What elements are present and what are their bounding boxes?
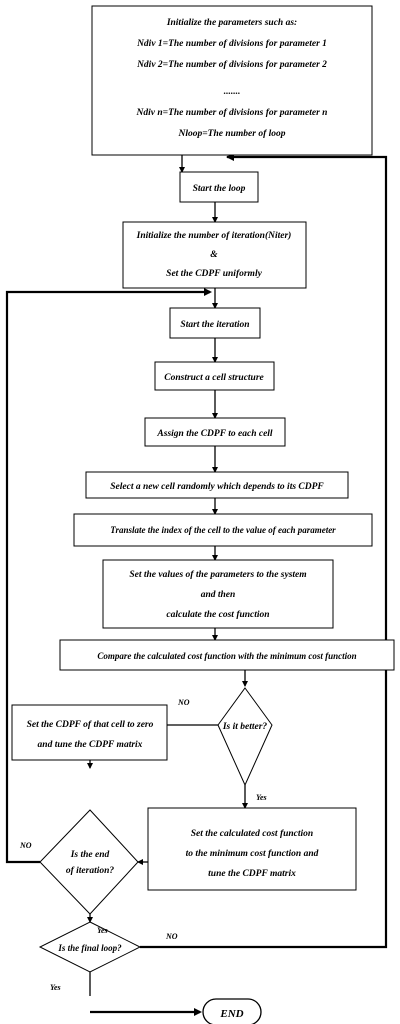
set-values-box — [103, 560, 333, 628]
translate-index-label: Translate the index of the cell to the value of each parameter — [110, 525, 336, 535]
select-cell-box — [86, 472, 348, 498]
assign-cdpf-label: Assign the CDPF to each cell — [157, 429, 273, 439]
init-params-line: Ndiv n=The number of divisions for parameter n — [136, 108, 328, 118]
assign-cdpf-box — [145, 418, 285, 446]
init-params-line: ....... — [223, 87, 241, 97]
yes-label: Yes — [50, 983, 61, 992]
end-terminator — [203, 999, 261, 1024]
set-zero-box — [12, 705, 167, 760]
set-min-line: Set the calculated cost function — [190, 829, 314, 839]
init-iter-line: & — [210, 250, 218, 260]
construct-cell-label: Construct a cell structure — [164, 373, 264, 383]
init-iter-box — [123, 222, 306, 288]
init-params-line: Ndiv 1=The number of divisions for parameter 1 — [137, 39, 327, 49]
no-label: NO — [20, 841, 32, 850]
init-params-line: Nloop=The number of loop — [178, 129, 286, 139]
compare-label: Compare the calculated cost function with the minimum cost function — [97, 651, 357, 661]
set-values-line: calculate the cost function — [166, 610, 270, 620]
set-min-line: tune the CDPF matrix — [208, 869, 296, 879]
start-iter-box — [170, 308, 260, 338]
is-end-iter-decision — [40, 810, 138, 914]
no-label: NO — [166, 932, 178, 941]
start-iter-label: Start the iteration — [180, 320, 250, 330]
set-zero-line: and tune the CDPF matrix — [37, 740, 143, 750]
arrowhead — [87, 763, 93, 769]
start-loop-box — [180, 172, 258, 202]
compare-box — [60, 640, 394, 670]
is-final-loop-label: Is the final loop? — [58, 943, 122, 953]
construct-cell-box — [155, 362, 274, 390]
set-zero-line: Set the CDPF of that cell to zero — [26, 720, 154, 730]
translate-index-box — [74, 514, 372, 546]
end-label: END — [220, 1008, 244, 1020]
set-values-line: and then — [200, 590, 236, 600]
arrowhead — [194, 1008, 202, 1016]
is-final-loop-decision — [40, 922, 140, 972]
init-params-line: Ndiv 2=The number of divisions for parameter 2 — [137, 60, 327, 70]
start-loop-label: Start the loop — [192, 184, 246, 194]
is-end-iter-line: Is the end — [70, 850, 110, 860]
init-params-line: Initialize the parameters such as: — [166, 18, 298, 28]
init-params-box — [92, 6, 372, 155]
yes-label: Yes — [97, 926, 108, 935]
is-better-decision — [218, 688, 272, 785]
is-better-label: Is it better? — [222, 722, 268, 732]
set-min-line: to the minimum cost function and — [185, 849, 319, 859]
no-label: NO — [178, 698, 190, 707]
init-iter-line: Set the CDPF uniformly — [166, 269, 262, 279]
is-end-iter-line: of iteration? — [65, 866, 115, 876]
set-values-line: Set the values of the parameters to the system — [129, 570, 307, 580]
arrowhead — [242, 681, 248, 687]
arrowhead — [204, 288, 212, 296]
select-cell-label: Select a new cell randomly which depends to its CDPF — [110, 482, 324, 492]
yes-label: Yes — [256, 793, 267, 802]
init-iter-line: Initialize the number of iteration(Niter) — [136, 231, 292, 241]
set-min-box — [148, 808, 356, 890]
